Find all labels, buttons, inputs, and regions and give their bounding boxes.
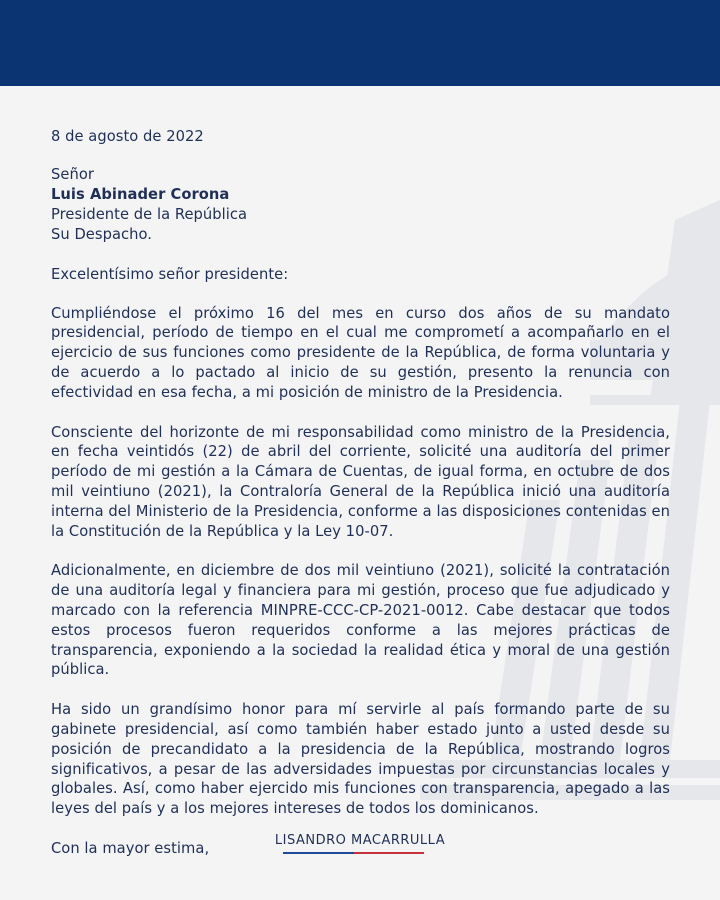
header-band [0, 0, 720, 86]
signature-name: LISANDRO MACARRULLA [274, 833, 446, 848]
signature-underline [283, 852, 424, 854]
addressee-office: Su Despacho. [51, 225, 153, 243]
paragraph-1: Cumpliéndose el próximo 16 del mes en curso dos años de su mandato presidencial, período de tiempo en el cual me comprometí a acompañarlo en el ejercicio de sus funciones como presidente de la República, de forma voluntaria y de acuerdo a lo pactado al inicio de su gestión, presento la renuncia con efectividad en esa fecha, a mi posición de ministro de la Presidencia. [51, 304, 670, 401]
addressee-honorific: Señor [51, 165, 94, 183]
addressee-name: Luis Abinader Corona [51, 185, 230, 203]
letter-body [51, 127, 670, 859]
closing: Con la mayor estima, [51, 839, 210, 857]
signature-underline-red [354, 852, 425, 854]
addressee-title: Presidente de la República [51, 205, 248, 223]
signature-underline-blue [283, 852, 354, 854]
paragraph-3: Adicionalmente, en diciembre de dos mil veintiuno (2021), solicité la contratación de una auditoría legal y financiera para mi gestión, proceso que fue adjudicado y marcado con la referencia MINPRE-CCC-CP-2021-0012. Cabe destacar que todos estos procesos fueron requeridos conforme a las mejores prácticas de transparencia, exponiendo a la sociedad la realidad ética y moral de una gestión pública. [51, 562, 670, 679]
addressee-block [51, 165, 670, 245]
salutation: Excelentísimo señor presidente: [51, 265, 289, 283]
paragraph-2: Consciente del horizonte de mi responsabilidad como ministro de la Presidencia, en fecha veintidós (22) de abril del corriente, solicité una auditoría del primer período de mi gestión a la Cámara de Cuentas, de igual forma, en octubre de dos mil veintiuno (2021), la Contraloría General de la República inició una auditoría interna del Ministerio de la Presidencia, conforme a las disposiciones contenidas en la Constitución de la República y la Ley 10-07. [51, 423, 670, 540]
letter-date: 8 de agosto de 2022 [51, 128, 204, 145]
paragraph-4: Ha sido un grandísimo honor para mí servirle al país formando parte de su gabinete presidencial, así como también haber estado junto a usted desde su posición de precandidato a la presidencia de la República, mostrando logros significativos, a pesar de las adversidades impuestas por circunstancias locales y globales. Así, como haber ejercido mis funciones con transparencia, apegado a las leyes del país y a los mejores intereses de todos los dominicanos. [51, 701, 670, 818]
